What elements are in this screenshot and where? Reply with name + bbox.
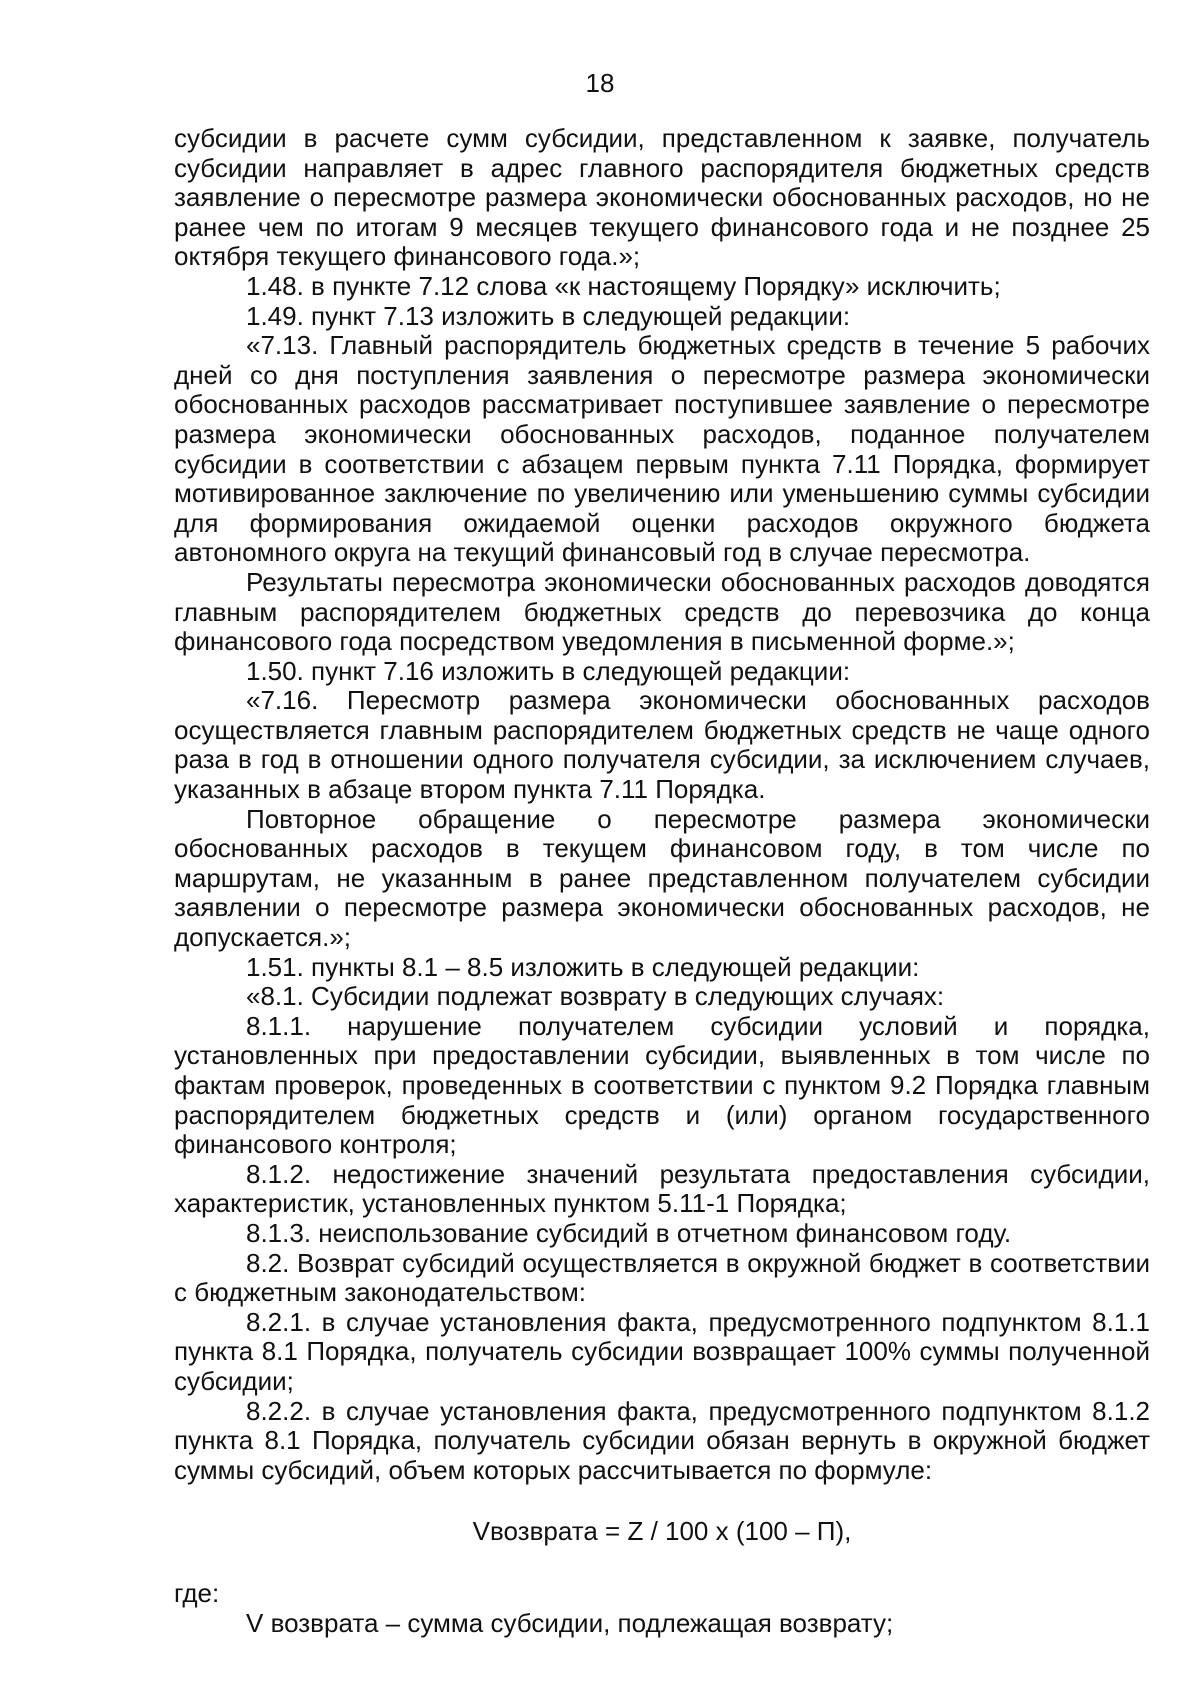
paragraph: 8.1.2. недостижение значений результата предоставления субсидии, характеристик, установленных пунктом 5.11-1 Порядка; (174, 1158, 1150, 1219)
paragraph: 1.51. пункты 8.1 – 8.5 изложить в следующей редакции: (246, 951, 920, 982)
paragraph: 8.2. Возврат субсидий осуществляется в окружной бюджет в соответствии с бюджетным законодательством: (174, 1247, 1150, 1308)
formula: Vвозврата = Z / 100 х (100 – П), (472, 1516, 852, 1547)
paragraph: «7.13. Главный распорядитель бюджетных средств в течение 5 рабочих дней со дня поступления заявления о пересмотре размера экономически обоснованных расходов рассматривает поступившее заявление о пересмотре размера экономически обоснованных расходов, поданное получателем субсидии в соответствии с абзацем первым пункта 7.11 Порядка, формирует мотивированное заключение по увеличению или уменьшению суммы субсидии для формирования ожидаемой оценки расходов окружного бюджета автономного округа на текущий финансовый год в случае пересмотра. (174, 330, 1150, 568)
paragraph: «7.16. Пересмотр размера экономически обоснованных расходов осуществляется главным распорядителем бюджетных средств не чаще одного раза в год в отношении одного получателя субсидии, за исключением случаев, указанных в абзаце втором пункта 7.11 Порядка. (174, 685, 1150, 805)
document-body (174, 124, 1150, 1638)
paragraph: 1.49. пункт 7.13 изложить в следующей редакции: (246, 300, 851, 331)
page-number: 18 (585, 68, 615, 98)
paragraph: Результаты пересмотра экономически обоснованных расходов доводятся главным распорядителем бюджетных средств до перевозчика до конца финансового года посредством уведомления в письменной форме.»; (174, 566, 1150, 657)
paragraph: 1.50. пункт 7.16 изложить в следующей редакции: (246, 655, 851, 686)
paragraph: Повторное обращение о пересмотре размера экономически обоснованных расходов в текущем финансовом году, в том числе по маршрутам, не указанным в ранее представленном получателем субсидии заявлении о пересмотре размера экономически обоснованных расходов, не допускается.»; (174, 803, 1150, 953)
paragraph: 8.2.2. в случае установления факта, предусмотренного подпунктом 8.1.2 пункта 8.1 Порядка, получатель субсидии обязан вернуть в окружной бюджет суммы субсидий, объем которых рассчитывается по формуле: (174, 1395, 1150, 1485)
paragraph: 8.2.1. в случае установления факта, предусмотренного подпунктом 8.1.1 пункта 8.1 Порядка, получатель субсидии возвращает 100% суммы полученной субсидии; (174, 1306, 1150, 1396)
definition: V возврата – сумма субсидии, подлежащая возврату; (246, 1607, 894, 1638)
where-label: где: (174, 1577, 220, 1608)
paragraph: «8.1. Субсидии подлежат возврату в следующих случаях: (246, 981, 945, 1012)
paragraph: 8.1.3. неиспользование субсидий в отчетном финансовом году. (246, 1217, 1012, 1248)
paragraph: 1.48. в пункте 7.12 слова «к настоящему Порядку» исключить; (246, 270, 1001, 301)
paragraph: субсидии в расчете сумм субсидии, представленном к заявке, получатель субсидии направляет в адрес главного распорядителя бюджетных средств заявление о пересмотре размера экономически обоснованных расходов, но не ранее чем по итогам 9 месяцев текущего финансового года и не позднее 25 октября текущего финансового года.»; (174, 123, 1150, 272)
paragraph: 8.1.1. нарушение получателем субсидии условий и порядка, установленных при предоставлении субсидии, выявленных в том числе по фактам проверок, проведенных в соответствии с пунктом 9.2 Порядка главным распорядителем бюджетных средств и (или) органом государственного финансового контроля; (174, 1010, 1150, 1160)
